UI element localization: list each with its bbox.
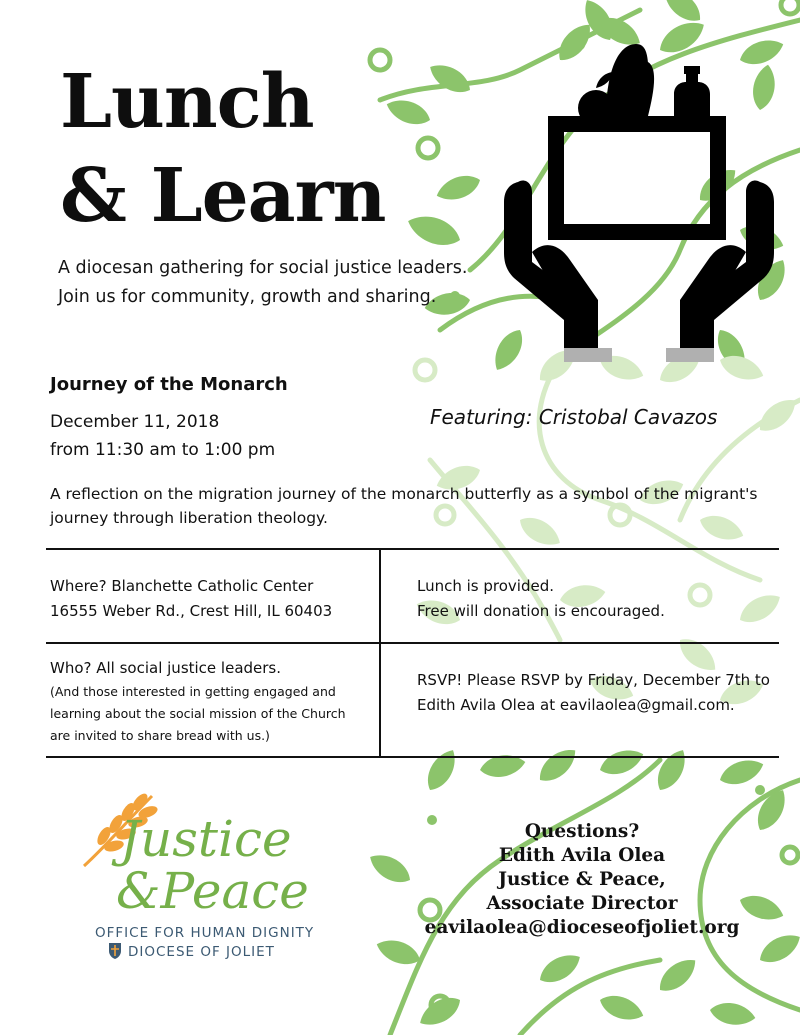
page-title [60,55,385,243]
title-line-2: & Learn [60,153,386,239]
contact-email[interactable]: eavilaolea@dioceseofjoliet.org [424,917,740,938]
lunch-provided: Lunch is provided. [417,577,554,595]
event-time: from 11:30 am to 1:00 pm [50,440,276,460]
who-note-3: are invited to share bread with us.) [50,728,270,743]
subtitle-line-2: Join us for community, growth and sharing. [58,287,437,307]
event-date: December 11, 2018 [50,412,220,432]
who-audience: Who? All social justice leaders. [50,659,282,677]
event-datetime [50,408,275,464]
who-note-1: (And those interested in getting engaged and [50,684,336,699]
logo-word-peace: &Peace [116,862,309,920]
where-venue: Where? Blanchette Catholic Center [50,577,314,595]
grid-divider-vertical [379,549,381,758]
grid-divider-bottom [46,756,779,758]
who-cell [50,656,346,747]
diocese-crest-icon [108,942,122,960]
who-note-2: learning about the social mission of the Church [50,706,346,721]
title-line-1: Lunch [60,59,314,145]
contact-role: Associate Director [486,893,678,914]
event-description: A reflection on the migration journey of the monarch butterfly as a symbol of the migrant's journey through liberation theology. [50,485,758,527]
groceries-in-hands-icon [498,42,780,364]
donation-note: Free will donation is encouraged. [417,602,665,620]
grid-divider-middle [46,642,779,644]
featured-speaker: Featuring: Cristobal Cavazos [430,405,718,429]
questions-heading: Questions? [524,821,640,842]
diocese-name: DIOCESE OF JOLIET [128,944,275,960]
grid-divider-top [46,548,779,550]
lunch-cell [417,574,665,624]
event-name: Journey of the Monarch [50,374,288,395]
logo-word-justice: Justice [120,810,292,868]
rsvp-contact: Edith Avila Olea at eavilaolea@gmail.com. [417,696,735,714]
rsvp-deadline: RSVP! Please RSVP by Friday, December 7th to [417,671,770,689]
subtitle [58,254,467,312]
subtitle-line-1: A diocesan gathering for social justice leaders. [58,258,468,278]
office-name: OFFICE FOR HUMAN DIGNITY [95,925,315,941]
where-address: 16555 Weber Rd., Crest Hill, IL 60403 [50,602,333,620]
where-cell [50,574,332,624]
contact-department: Justice & Peace, [498,869,666,890]
contact-name: Edith Avila Olea [498,845,666,866]
contact-block [420,820,744,940]
rsvp-cell [417,668,770,718]
